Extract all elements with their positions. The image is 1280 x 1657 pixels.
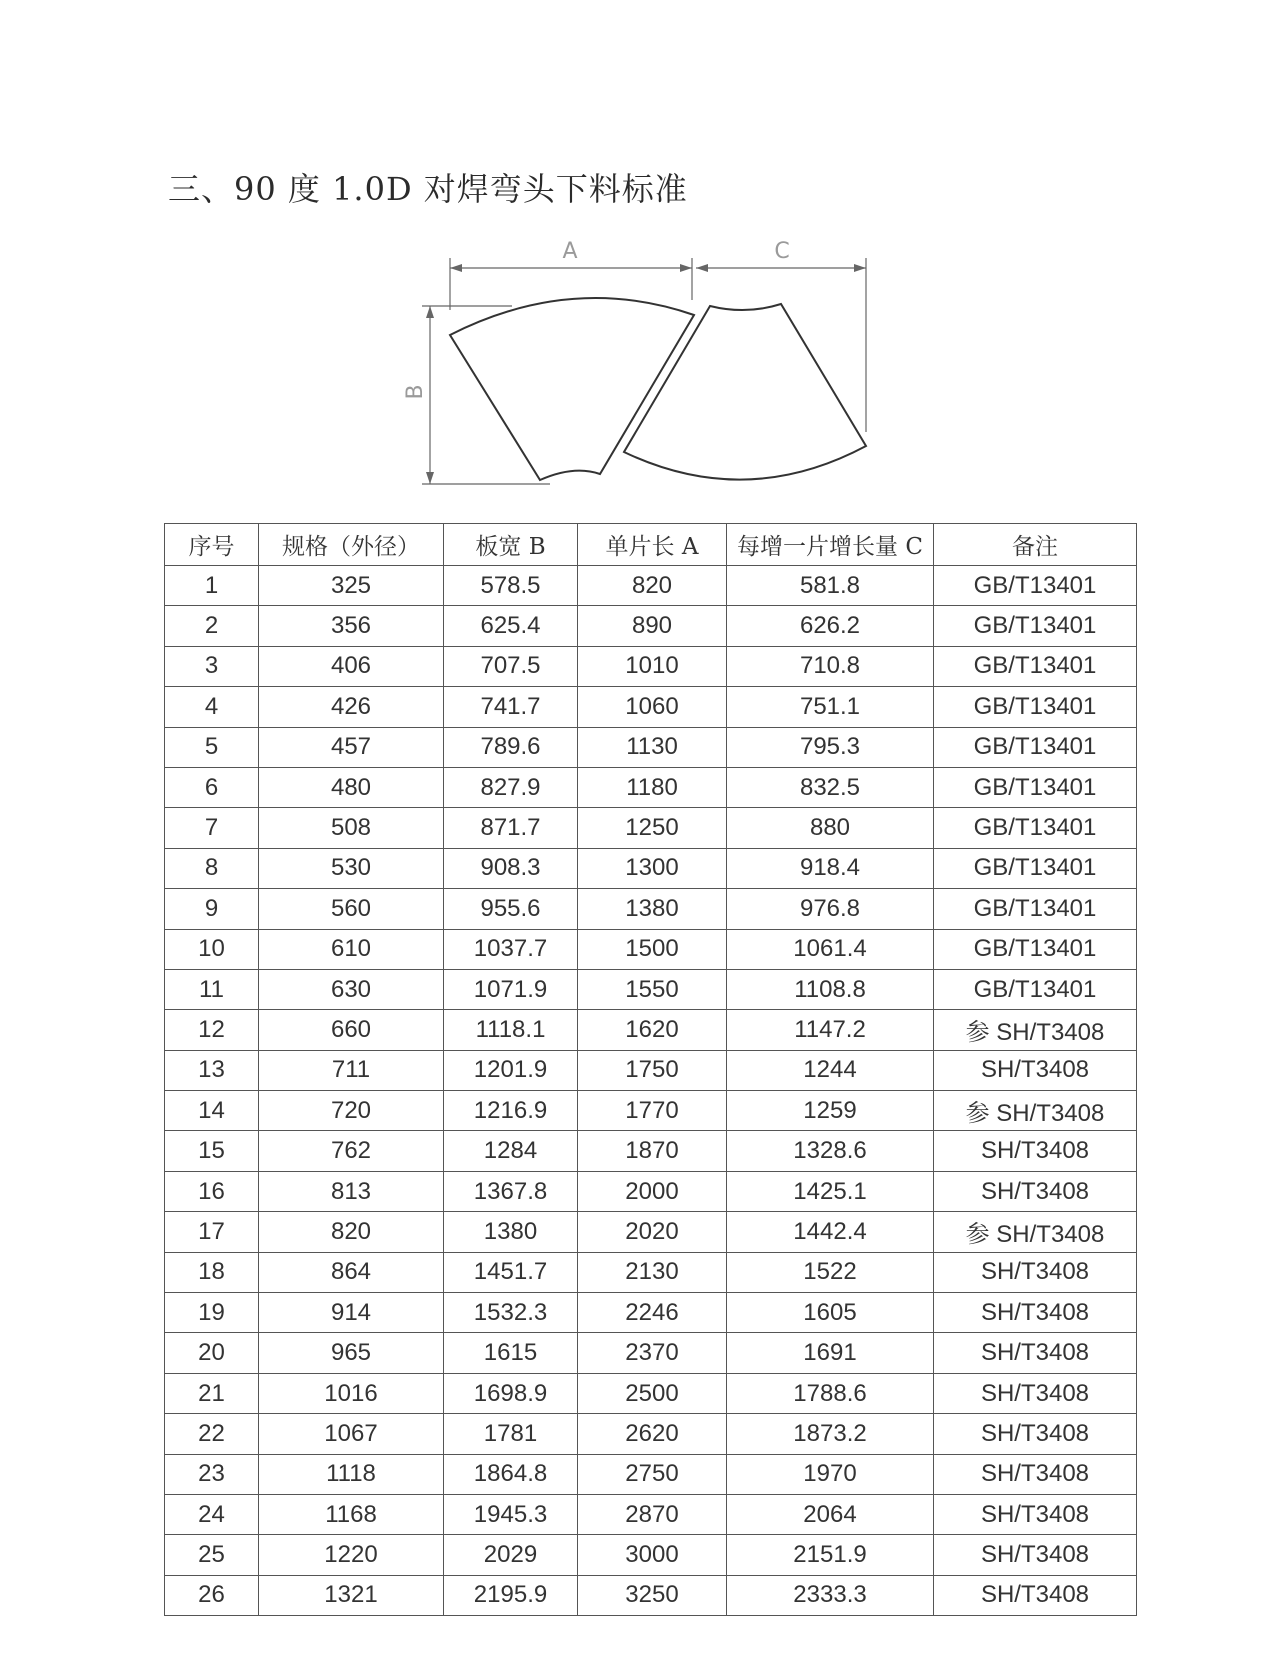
cell-increment: 1061.4 — [727, 929, 934, 969]
table-row — [165, 1050, 1137, 1090]
cell-plate-width: 1945.3 — [444, 1494, 578, 1534]
cell-increment: 1425.1 — [727, 1171, 934, 1211]
cell-spec: 1118 — [259, 1454, 444, 1494]
table-row — [165, 727, 1137, 767]
cell-index: 10 — [165, 929, 259, 969]
cell-index: 6 — [165, 767, 259, 807]
cell-spec: 480 — [259, 767, 444, 807]
cell-remark: 参 SH/T3408 — [934, 1010, 1137, 1050]
table-row — [165, 1535, 1137, 1575]
cell-spec: 914 — [259, 1293, 444, 1333]
cell-spec: 1067 — [259, 1414, 444, 1454]
cell-plate-width: 1864.8 — [444, 1454, 578, 1494]
table-header-row — [165, 524, 1137, 566]
cell-spec: 720 — [259, 1091, 444, 1131]
table-row — [165, 1171, 1137, 1211]
cell-remark: SH/T3408 — [934, 1050, 1137, 1090]
cell-spec: 711 — [259, 1050, 444, 1090]
cell-increment: 1442.4 — [727, 1212, 934, 1252]
cell-plate-width: 1781 — [444, 1414, 578, 1454]
cell-index: 20 — [165, 1333, 259, 1373]
table-row — [165, 606, 1137, 646]
cell-spec: 560 — [259, 889, 444, 929]
cell-index: 5 — [165, 727, 259, 767]
table-row — [165, 1010, 1137, 1050]
cell-remark: GB/T13401 — [934, 606, 1137, 646]
cell-remark: SH/T3408 — [934, 1252, 1137, 1292]
page-title: 三、90 度 1.0D 对焊弯头下料标准 — [168, 170, 688, 208]
cell-increment: 1259 — [727, 1091, 934, 1131]
cell-remark: SH/T3408 — [934, 1333, 1137, 1373]
cell-plate-width: 1698.9 — [444, 1373, 578, 1413]
table-row — [165, 848, 1137, 888]
cell-index: 19 — [165, 1293, 259, 1333]
cell-remark: 参 SH/T3408 — [934, 1212, 1137, 1252]
cell-spec: 530 — [259, 848, 444, 888]
cell-spec: 864 — [259, 1252, 444, 1292]
cell-spec: 660 — [259, 1010, 444, 1050]
header-piece-length-a: 单片长 A — [578, 524, 727, 566]
header-plate-width-b: 板宽 B — [444, 524, 578, 566]
table-row — [165, 969, 1137, 1009]
cell-piece-length: 1300 — [578, 848, 727, 888]
cell-plate-width: 908.3 — [444, 848, 578, 888]
cell-piece-length: 1060 — [578, 687, 727, 727]
cell-spec: 325 — [259, 566, 444, 606]
cell-piece-length: 1130 — [578, 727, 727, 767]
cell-index: 25 — [165, 1535, 259, 1575]
table-row — [165, 889, 1137, 929]
cell-piece-length: 890 — [578, 606, 727, 646]
cell-increment: 1605 — [727, 1293, 934, 1333]
cell-increment: 710.8 — [727, 646, 934, 686]
cell-remark: GB/T13401 — [934, 687, 1137, 727]
table-row — [165, 1454, 1137, 1494]
cell-index: 2 — [165, 606, 259, 646]
cell-index: 3 — [165, 646, 259, 686]
cell-index: 8 — [165, 848, 259, 888]
cell-plate-width: 625.4 — [444, 606, 578, 646]
cell-remark: GB/T13401 — [934, 808, 1137, 848]
cell-piece-length: 2750 — [578, 1454, 727, 1494]
cell-plate-width: 741.7 — [444, 687, 578, 727]
cell-increment: 581.8 — [727, 566, 934, 606]
elbow-segment-left — [450, 298, 694, 480]
cell-index: 12 — [165, 1010, 259, 1050]
cell-increment: 626.2 — [727, 606, 934, 646]
dimension-c — [696, 258, 866, 432]
cell-piece-length: 3000 — [578, 1535, 727, 1575]
cell-index: 22 — [165, 1414, 259, 1454]
dimension-b — [422, 306, 550, 484]
cell-increment: 1788.6 — [727, 1373, 934, 1413]
cell-index: 18 — [165, 1252, 259, 1292]
cell-spec: 1168 — [259, 1494, 444, 1534]
table-row — [165, 646, 1137, 686]
elbow-cutting-diagram — [400, 232, 900, 497]
table-row — [165, 1293, 1137, 1333]
cell-remark: GB/T13401 — [934, 889, 1137, 929]
cell-plate-width: 707.5 — [444, 646, 578, 686]
table-row — [165, 1333, 1137, 1373]
cell-increment: 880 — [727, 808, 934, 848]
cell-plate-width: 955.6 — [444, 889, 578, 929]
cell-increment: 1873.2 — [727, 1414, 934, 1454]
cell-remark: SH/T3408 — [934, 1575, 1137, 1615]
cell-index: 21 — [165, 1373, 259, 1413]
cell-remark: SH/T3408 — [934, 1414, 1137, 1454]
cell-spec: 965 — [259, 1333, 444, 1373]
table-row — [165, 808, 1137, 848]
cell-increment: 2333.3 — [727, 1575, 934, 1615]
table-row — [165, 1131, 1137, 1171]
dimension-b-label: B — [403, 384, 428, 400]
cell-piece-length: 2370 — [578, 1333, 727, 1373]
cell-piece-length: 1500 — [578, 929, 727, 969]
cell-index: 15 — [165, 1131, 259, 1171]
cell-plate-width: 871.7 — [444, 808, 578, 848]
cell-index: 17 — [165, 1212, 259, 1252]
cell-piece-length: 3250 — [578, 1575, 727, 1615]
cell-plate-width: 1071.9 — [444, 969, 578, 1009]
cell-remark: SH/T3408 — [934, 1373, 1137, 1413]
cell-remark: SH/T3408 — [934, 1535, 1137, 1575]
cell-increment: 1691 — [727, 1333, 934, 1373]
header-remarks: 备注 — [934, 524, 1137, 566]
cell-remark: SH/T3408 — [934, 1494, 1137, 1534]
table-row — [165, 1494, 1137, 1534]
cell-increment: 2064 — [727, 1494, 934, 1534]
cell-index: 4 — [165, 687, 259, 727]
cell-index: 1 — [165, 566, 259, 606]
cell-increment: 976.8 — [727, 889, 934, 929]
cell-plate-width: 2195.9 — [444, 1575, 578, 1615]
cell-piece-length: 820 — [578, 566, 727, 606]
cell-plate-width: 578.5 — [444, 566, 578, 606]
cell-spec: 1321 — [259, 1575, 444, 1615]
header-index: 序号 — [165, 524, 259, 566]
cell-piece-length: 1620 — [578, 1010, 727, 1050]
cell-increment: 1522 — [727, 1252, 934, 1292]
cell-remark: 参 SH/T3408 — [934, 1091, 1137, 1131]
dimension-c-label: C — [774, 239, 790, 264]
cell-piece-length: 2870 — [578, 1494, 727, 1534]
cell-remark: GB/T13401 — [934, 767, 1137, 807]
cell-increment: 1108.8 — [727, 969, 934, 1009]
table-row — [165, 767, 1137, 807]
cell-spec: 610 — [259, 929, 444, 969]
cell-spec: 630 — [259, 969, 444, 1009]
cell-increment: 1328.6 — [727, 1131, 934, 1171]
table-body — [165, 566, 1137, 1616]
cell-remark: SH/T3408 — [934, 1454, 1137, 1494]
cell-increment: 751.1 — [727, 687, 934, 727]
cell-piece-length: 1770 — [578, 1091, 727, 1131]
cell-index: 24 — [165, 1494, 259, 1534]
cell-plate-width: 1380 — [444, 1212, 578, 1252]
cell-increment: 2151.9 — [727, 1535, 934, 1575]
table-row — [165, 687, 1137, 727]
cell-spec: 1016 — [259, 1373, 444, 1413]
dimension-a — [450, 258, 692, 310]
cell-piece-length: 2020 — [578, 1212, 727, 1252]
header-spec-outer-diameter: 规格（外径） — [259, 524, 444, 566]
cell-increment: 1244 — [727, 1050, 934, 1090]
cell-spec: 1220 — [259, 1535, 444, 1575]
cell-index: 26 — [165, 1575, 259, 1615]
cell-piece-length: 2500 — [578, 1373, 727, 1413]
table-row — [165, 1373, 1137, 1413]
cell-remark: GB/T13401 — [934, 929, 1137, 969]
table-row — [165, 1252, 1137, 1292]
cell-piece-length: 2246 — [578, 1293, 727, 1333]
cell-plate-width: 1615 — [444, 1333, 578, 1373]
table-row — [165, 929, 1137, 969]
cell-piece-length: 1250 — [578, 808, 727, 848]
cell-remark: GB/T13401 — [934, 646, 1137, 686]
cell-spec: 820 — [259, 1212, 444, 1252]
cell-plate-width: 1216.9 — [444, 1091, 578, 1131]
cell-index: 7 — [165, 808, 259, 848]
elbow-segment-right — [624, 304, 866, 480]
cell-spec: 508 — [259, 808, 444, 848]
cell-remark: GB/T13401 — [934, 969, 1137, 1009]
cell-plate-width: 1367.8 — [444, 1171, 578, 1211]
cell-plate-width: 1532.3 — [444, 1293, 578, 1333]
cell-plate-width: 1451.7 — [444, 1252, 578, 1292]
table-row — [165, 1091, 1137, 1131]
cell-piece-length: 1870 — [578, 1131, 727, 1171]
cell-index: 16 — [165, 1171, 259, 1211]
cell-piece-length: 1550 — [578, 969, 727, 1009]
cell-remark: SH/T3408 — [934, 1131, 1137, 1171]
cell-plate-width: 2029 — [444, 1535, 578, 1575]
cell-piece-length: 1180 — [578, 767, 727, 807]
cell-plate-width: 827.9 — [444, 767, 578, 807]
dimension-a-label: A — [562, 239, 578, 264]
cell-piece-length: 2620 — [578, 1414, 727, 1454]
cell-piece-length: 1750 — [578, 1050, 727, 1090]
cell-remark: GB/T13401 — [934, 848, 1137, 888]
cell-spec: 426 — [259, 687, 444, 727]
cell-spec: 762 — [259, 1131, 444, 1171]
cell-increment: 918.4 — [727, 848, 934, 888]
cell-remark: GB/T13401 — [934, 727, 1137, 767]
cell-increment: 795.3 — [727, 727, 934, 767]
cell-remark: SH/T3408 — [934, 1171, 1137, 1211]
cell-increment: 1147.2 — [727, 1010, 934, 1050]
cell-index: 9 — [165, 889, 259, 929]
cell-remark: SH/T3408 — [934, 1293, 1137, 1333]
cell-plate-width: 1037.7 — [444, 929, 578, 969]
cell-piece-length: 2130 — [578, 1252, 727, 1292]
cell-plate-width: 789.6 — [444, 727, 578, 767]
cell-remark: GB/T13401 — [934, 566, 1137, 606]
cell-plate-width: 1201.9 — [444, 1050, 578, 1090]
cell-plate-width: 1118.1 — [444, 1010, 578, 1050]
table-row — [165, 1575, 1137, 1615]
table-row — [165, 566, 1137, 606]
cell-increment: 832.5 — [727, 767, 934, 807]
cell-plate-width: 1284 — [444, 1131, 578, 1171]
cell-index: 11 — [165, 969, 259, 1009]
cell-increment: 1970 — [727, 1454, 934, 1494]
cell-spec: 457 — [259, 727, 444, 767]
table-row — [165, 1414, 1137, 1454]
cell-piece-length: 1380 — [578, 889, 727, 929]
header-increment-c: 每增一片增长量 C — [727, 524, 934, 566]
cell-spec: 356 — [259, 606, 444, 646]
cell-index: 13 — [165, 1050, 259, 1090]
cell-index: 14 — [165, 1091, 259, 1131]
cutting-standard-table — [164, 523, 1137, 1616]
cell-spec: 813 — [259, 1171, 444, 1211]
cell-piece-length: 1010 — [578, 646, 727, 686]
cell-spec: 406 — [259, 646, 444, 686]
table-row — [165, 1212, 1137, 1252]
cell-piece-length: 2000 — [578, 1171, 727, 1211]
cell-index: 23 — [165, 1454, 259, 1494]
